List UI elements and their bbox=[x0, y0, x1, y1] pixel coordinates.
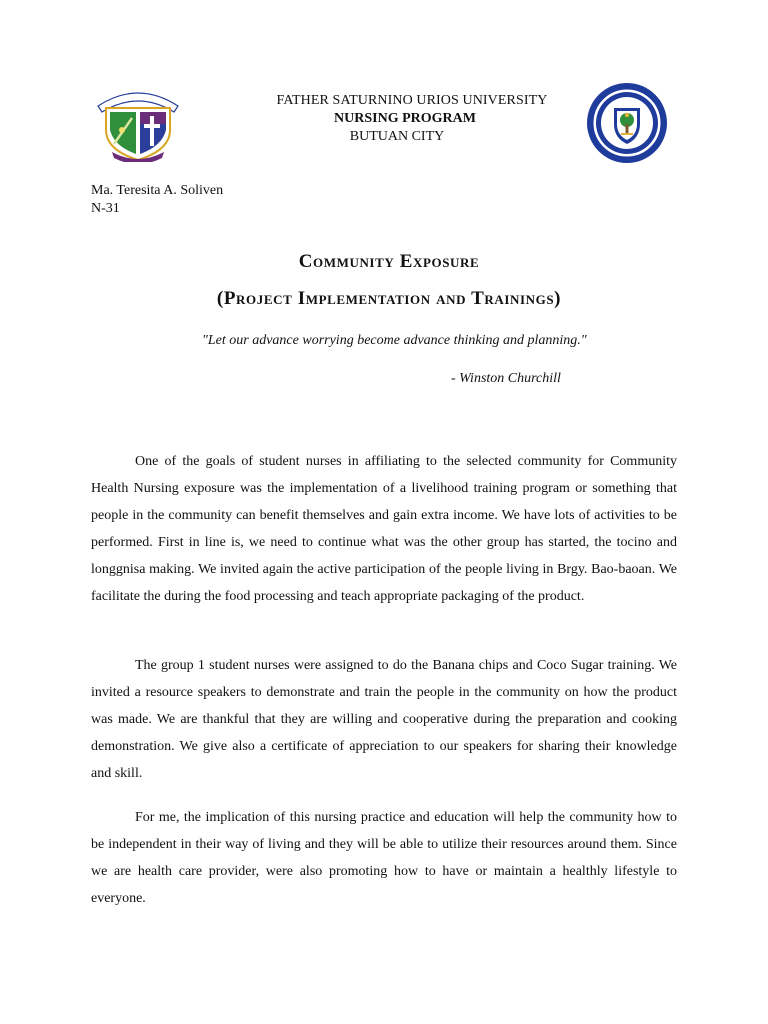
epigraph-attribution: - Winston Churchill bbox=[451, 371, 561, 386]
nursing-program-seal-icon bbox=[586, 82, 668, 164]
document-title: Community Exposure bbox=[298, 251, 480, 272]
program-name: NURSING PROGRAM bbox=[334, 111, 476, 126]
body-paragraph: For me, the implication of this nursing practice and education will help the community how to be independent in their way of living and they will be able to utilize their resources around them. Since we are health care provider, were also promoting how to have or maintain a healthly lifestyle to everyone. bbox=[91, 810, 677, 906]
author-section: N-31 bbox=[91, 201, 120, 216]
document-subtitle: (Project Implementation and Trainings) bbox=[216, 288, 562, 309]
epigraph-quote: "Let our advance worrying become advance thinking and planning." bbox=[202, 333, 587, 348]
city-name: BUTUAN CITY bbox=[349, 129, 445, 144]
university-name: FATHER SATURNINO URIOS UNIVERSITY bbox=[276, 93, 548, 108]
university-seal-icon bbox=[92, 84, 184, 162]
author-block bbox=[91, 182, 223, 218]
body-paragraph: The group 1 student nurses were assigned to do the Banana chips and Coco Sugar training. We invited a resource speakers to demonstrate and train the people in the community on how the product was made. We are thankful that they are willing and cooperative during the preparation and cooking demonstration. We give also a certificate of appreciation to our speakers for sharing their knowledge and skill. bbox=[91, 658, 677, 781]
author-name: Ma. Teresita A. Soliven bbox=[91, 183, 224, 198]
body-paragraph: One of the goals of student nurses in affiliating to the selected community for Community Health Nursing exposure was the implementation of a livelihood training program or something that people in the community can benefit themselves and gain extra income. We have lots of activities to be performed. First in line is, we need to continue what was the other group has started, the tocino and longgnisa making. We invited again the active participation of the people living in Brgy. Bao-baoan. We facilitate the during the food processing and teach appropriate packaging of the product. bbox=[91, 454, 677, 604]
